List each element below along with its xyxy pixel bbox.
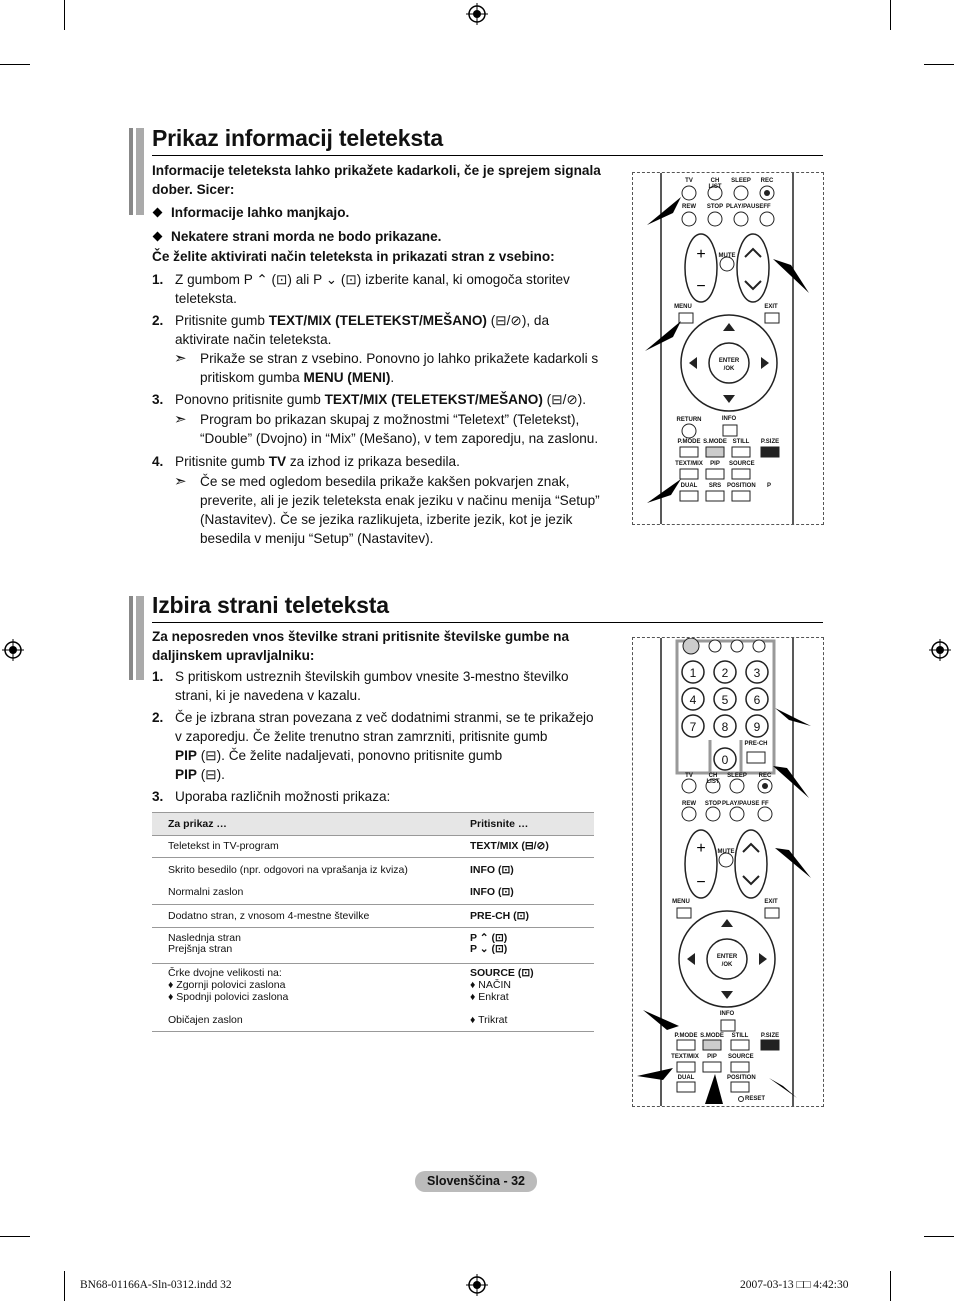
table-cell: INFO (⊡) bbox=[470, 864, 514, 876]
remote-label: STOP bbox=[704, 801, 722, 807]
table-cell-line: SOURCE (⊡) bbox=[470, 967, 534, 979]
section-accent-bar bbox=[136, 596, 144, 680]
remote-illustration bbox=[632, 637, 824, 1107]
table-row bbox=[152, 905, 594, 928]
table-cell: Skrito besedilo (npr. odgovori na vprašanja iz kviza) bbox=[168, 864, 408, 876]
note-item bbox=[174, 472, 624, 552]
note-line: Če se med ogledom besedila prikaže kakšen pokvarjen znak, bbox=[200, 474, 570, 489]
table-cell bbox=[168, 933, 241, 955]
svg-text:−: − bbox=[696, 278, 706, 295]
table-cell bbox=[168, 967, 288, 1003]
remote-label: SLEEP bbox=[727, 773, 747, 779]
step-line: aktivirate način teleteksta. bbox=[175, 332, 332, 347]
step-text bbox=[175, 311, 549, 349]
step-number: 3. bbox=[152, 392, 164, 407]
remote-label: SOURCE bbox=[728, 1054, 754, 1060]
remote-label: TV bbox=[685, 178, 693, 184]
remote-label: ENTER bbox=[718, 358, 740, 364]
remote-label: REW bbox=[682, 801, 696, 807]
remote-label: PLAY/PAUSE bbox=[726, 204, 764, 210]
remote-label: TEXT/MIX bbox=[671, 1054, 699, 1060]
section-accent-bar bbox=[136, 128, 144, 215]
table-cell: INFO (⊡) bbox=[470, 886, 514, 898]
crop-mark bbox=[924, 64, 954, 65]
note-line: besedila v meniju “Setup” (Nastavitev). bbox=[200, 531, 434, 546]
note-line: . bbox=[390, 370, 395, 385]
table-row-group bbox=[152, 858, 594, 905]
digit-label: 4 bbox=[689, 693, 697, 707]
remote-label: POSITION bbox=[727, 483, 756, 489]
digit-label: 5 bbox=[721, 693, 729, 707]
activate-text: Če želite aktivirati način teleteksta in prikazati stran z vsebino: bbox=[152, 249, 555, 264]
step-bold: TV bbox=[268, 454, 287, 469]
diamond-bullet-icon bbox=[153, 208, 163, 218]
registration-mark-icon bbox=[929, 639, 951, 661]
step-text bbox=[175, 667, 569, 705]
remote-label: P.MODE bbox=[677, 439, 701, 445]
remote-label: P.SIZE bbox=[760, 439, 780, 445]
remote-label: EXIT bbox=[764, 304, 778, 310]
note-line: Program bo prikazan skupaj z možnostmi “Teletext” (Teletekst), bbox=[200, 412, 580, 427]
registration-mark-icon bbox=[2, 639, 24, 661]
digit-label: 2 bbox=[721, 666, 729, 680]
note-line: pritiskom gumba bbox=[200, 370, 304, 385]
table-header-cell: Za prikaz … bbox=[168, 818, 227, 830]
digit-label: 6 bbox=[753, 693, 761, 707]
crop-mark bbox=[0, 1236, 30, 1237]
note-text bbox=[200, 349, 598, 387]
step-line: S pritiskom ustreznih številskih gumbov vnesite 3-mestno številko bbox=[175, 669, 569, 684]
step-number: 2. bbox=[152, 313, 164, 328]
step-line: (⊟). Če želite nadaljevati, ponovno pritisnite gumb bbox=[196, 748, 503, 763]
table-cell: Teletekst in TV-program bbox=[168, 840, 279, 852]
remote-label: ENTER bbox=[716, 954, 738, 960]
digit-label: 0 bbox=[721, 753, 729, 767]
step-text bbox=[175, 390, 586, 409]
remote-label: S.MODE bbox=[703, 439, 727, 445]
table-cell-line: ♦ NAČIN bbox=[470, 979, 511, 991]
crop-mark bbox=[0, 64, 30, 65]
title-rule bbox=[152, 622, 823, 623]
remote-label: S.MODE bbox=[700, 1033, 724, 1039]
digit-label: 8 bbox=[721, 720, 729, 734]
step-line: v zaporedju. Če želite trenutno stran zamrzniti, pritisnite gumb bbox=[175, 729, 548, 744]
step-item bbox=[152, 390, 622, 410]
step-bold: TEXT/MIX (TELETEKST/MEŠANO) bbox=[268, 313, 487, 328]
remote-label: CH LIST bbox=[706, 773, 720, 785]
digit-label: 9 bbox=[753, 720, 761, 734]
step-line: (⊟/⊘), da bbox=[486, 313, 550, 328]
section-title: Prikaz informacij teleteksta bbox=[152, 125, 443, 151]
step-bold: PIP bbox=[175, 767, 197, 782]
table-cell: Običajen zaslon bbox=[168, 1014, 243, 1026]
table-cell-line: Naslednja stran bbox=[168, 932, 241, 944]
step-number: 1. bbox=[152, 272, 164, 287]
step-item bbox=[152, 452, 622, 472]
remote-label: P.MODE bbox=[674, 1033, 698, 1039]
table-cell: ♦ Trikrat bbox=[470, 1014, 508, 1026]
registration-mark-icon bbox=[466, 1274, 488, 1296]
step-line: Ponovno pritisnite gumb bbox=[175, 392, 325, 407]
remote-label: SLEEP bbox=[731, 178, 751, 184]
remote-label: INFO bbox=[721, 416, 737, 422]
note-line: “Double” (Dvojno) in “Mix” (Mešano), v tem zaporedju, na zaslonu. bbox=[200, 431, 599, 446]
step-line: Pritisnite gumb bbox=[175, 313, 269, 328]
remote-label: MUTE bbox=[717, 849, 735, 855]
page-number-badge: Slovenščina - 32 bbox=[415, 1171, 537, 1192]
remote-label: RETURN bbox=[676, 417, 702, 423]
table-header bbox=[152, 812, 594, 836]
svg-text:+: + bbox=[696, 246, 706, 263]
remote-label: FF bbox=[761, 801, 769, 807]
diamond-bullet-icon bbox=[153, 232, 163, 242]
table-row bbox=[152, 835, 594, 858]
note-item bbox=[174, 410, 624, 450]
remote-label: POSITION bbox=[727, 1075, 756, 1081]
note-line: preverite, ali je jezik teleteksta enak jeziku v načinu menija “Setup” bbox=[200, 493, 600, 508]
date-slug: 2007-03-13 □□ 4:42:30 bbox=[740, 1279, 849, 1291]
step-item bbox=[152, 708, 622, 786]
table-row bbox=[152, 928, 594, 964]
table-cell-line: Prejšnja stran bbox=[168, 943, 233, 955]
remote-label: REC bbox=[760, 178, 774, 184]
remote-label: INFO bbox=[719, 1011, 735, 1017]
step-text: Uporaba različnih možnosti prikaza: bbox=[175, 789, 391, 804]
crop-mark bbox=[890, 0, 891, 30]
remote-body bbox=[633, 638, 823, 1106]
intro-line: daljinskem upravljalniku: bbox=[152, 648, 315, 663]
remote-label: TV bbox=[685, 773, 693, 779]
table-cell-line: P ⌄ (⊡) bbox=[470, 943, 508, 955]
crop-mark bbox=[890, 1271, 891, 1301]
remote-label: PLAY/PAUSE bbox=[722, 801, 760, 807]
note-bold: MENU (MENI) bbox=[303, 370, 391, 385]
step-line: strani, ki je navedena v kazalu. bbox=[175, 688, 361, 703]
remote-illustration bbox=[632, 172, 824, 525]
title-rule bbox=[152, 155, 823, 156]
step-item bbox=[152, 311, 622, 351]
step-text bbox=[175, 270, 570, 308]
step-number: 3. bbox=[152, 789, 164, 804]
table-cell: Dodatno stran, z vnosom 4-mestne številke bbox=[168, 910, 370, 922]
step-line: (⊟/⊘). bbox=[542, 392, 587, 407]
step-line: za izhod iz prikaza besedila. bbox=[286, 454, 460, 469]
note-arrow-icon: ➣ bbox=[174, 411, 187, 428]
table-cell-line: ♦ Zgornji polovici zaslona bbox=[168, 979, 286, 991]
remote-label: /OK bbox=[721, 962, 733, 968]
table-cell: Normalni zaslon bbox=[168, 886, 244, 898]
step-text bbox=[175, 708, 594, 784]
bullet-text: Nekatere strani morda ne bodo prikazane. bbox=[171, 229, 442, 244]
step-item bbox=[152, 667, 622, 707]
crop-mark bbox=[64, 1271, 65, 1301]
digit-label: 3 bbox=[753, 666, 761, 680]
step-bold: PIP bbox=[175, 748, 197, 763]
crop-mark bbox=[64, 0, 65, 30]
remote-label: STILL bbox=[731, 1033, 749, 1039]
bullet-text: Informacije lahko manjkajo. bbox=[171, 205, 350, 220]
step-line: teleteksta. bbox=[175, 291, 237, 306]
remote-label: STILL bbox=[732, 439, 750, 445]
remote-label: CH LIST bbox=[708, 178, 722, 190]
table-cell-line: P ⌃ (⊡) bbox=[470, 932, 508, 944]
remote-label: MENU bbox=[672, 899, 690, 905]
step-number: 2. bbox=[152, 710, 164, 725]
svg-text:−: − bbox=[696, 874, 706, 891]
intro-text bbox=[152, 627, 627, 665]
table-cell-line: ♦ Spodnji polovici zaslona bbox=[168, 991, 289, 1003]
step-line: Če je izbrana stran povezana z več dodatnimi stranmi, se te prikažejo bbox=[175, 710, 594, 725]
remote-label: MENU bbox=[674, 304, 692, 310]
table-cell bbox=[470, 967, 534, 1003]
step-bold: TEXT/MIX (TELETEKST/MEŠANO) bbox=[324, 392, 543, 407]
note-text bbox=[200, 472, 600, 548]
table-header-cell: Pritisnite … bbox=[470, 818, 529, 830]
table-cell-line: ♦ Enkrat bbox=[470, 991, 509, 1003]
table-cell-line: Črke dvojne velikosti na: bbox=[168, 967, 282, 979]
digit-label: 1 bbox=[689, 666, 697, 680]
remote-label: STOP bbox=[706, 204, 724, 210]
remote-label: EXIT bbox=[764, 899, 778, 905]
crop-mark bbox=[924, 1236, 954, 1237]
remote-label: MUTE bbox=[718, 253, 736, 259]
note-line: Prikaže se stran z vsebino. Ponovno jo lahko prikažete kadarkoli s bbox=[200, 351, 599, 366]
table-cell: TEXT/MIX (⊟/⊘) bbox=[470, 840, 549, 852]
section-accent-bar bbox=[129, 128, 133, 215]
bullet-item bbox=[154, 205, 349, 220]
remote-label: PRE-CH bbox=[744, 741, 768, 747]
note-item bbox=[174, 349, 624, 389]
intro-line: Za neposreden vnos številke strani pritisnite številske gumbe na bbox=[152, 629, 570, 644]
step-text bbox=[175, 452, 460, 471]
remote-label: FF bbox=[763, 204, 771, 210]
step-line: (⊟). bbox=[196, 767, 225, 782]
table-cell bbox=[470, 933, 507, 955]
remote-body bbox=[633, 173, 823, 524]
remote-label: DUAL bbox=[680, 483, 698, 489]
note-line: (Nastavitev). Če se jezika razlikujeta, izberite jezik, kot je jezik bbox=[200, 512, 573, 527]
step-item bbox=[152, 270, 622, 310]
note-arrow-icon: ➣ bbox=[174, 350, 187, 367]
remote-label: P.SIZE bbox=[760, 1033, 780, 1039]
remote-label: TEXT/MIX bbox=[675, 461, 703, 467]
digit-label: 7 bbox=[689, 720, 697, 734]
remote-label: DUAL bbox=[677, 1075, 695, 1081]
remote-label: REC bbox=[758, 773, 772, 779]
remote-label: /OK bbox=[723, 366, 735, 372]
registration-mark-icon bbox=[466, 3, 488, 25]
svg-text:+: + bbox=[696, 840, 706, 857]
remote-label: SRS bbox=[708, 483, 722, 489]
remote-label: PIP bbox=[710, 461, 720, 467]
step-number: 4. bbox=[152, 454, 164, 469]
step-line: Pritisnite gumb bbox=[175, 454, 269, 469]
file-slug: BN68-01166A-Sln-0312.indd 32 bbox=[80, 1279, 232, 1291]
remote-label: REW bbox=[682, 204, 696, 210]
table-row-group bbox=[152, 964, 594, 1032]
remote-label: SOURCE bbox=[729, 461, 755, 467]
remote-label: PIP bbox=[707, 1054, 717, 1060]
section-title: Izbira strani teleteksta bbox=[152, 592, 389, 618]
step-item bbox=[152, 787, 622, 807]
step-number: 1. bbox=[152, 669, 164, 684]
bullet-item bbox=[154, 229, 441, 244]
note-text bbox=[200, 410, 598, 448]
section-accent-bar bbox=[129, 596, 133, 680]
note-arrow-icon: ➣ bbox=[174, 473, 187, 490]
step-line: Z gumbom P ⌃ (⊡) ali P ⌄ (⊡) izberite kanal, ki omogoča storitev bbox=[175, 272, 570, 287]
intro-text: Informacije teleteksta lahko prikažete kadarkoli, če je sprejem signala dober. Sicer: bbox=[152, 163, 601, 197]
remote-label: RESET bbox=[745, 1096, 766, 1102]
table-cell: PRE-CH (⊡) bbox=[470, 910, 529, 922]
remote-label: P bbox=[766, 483, 771, 489]
